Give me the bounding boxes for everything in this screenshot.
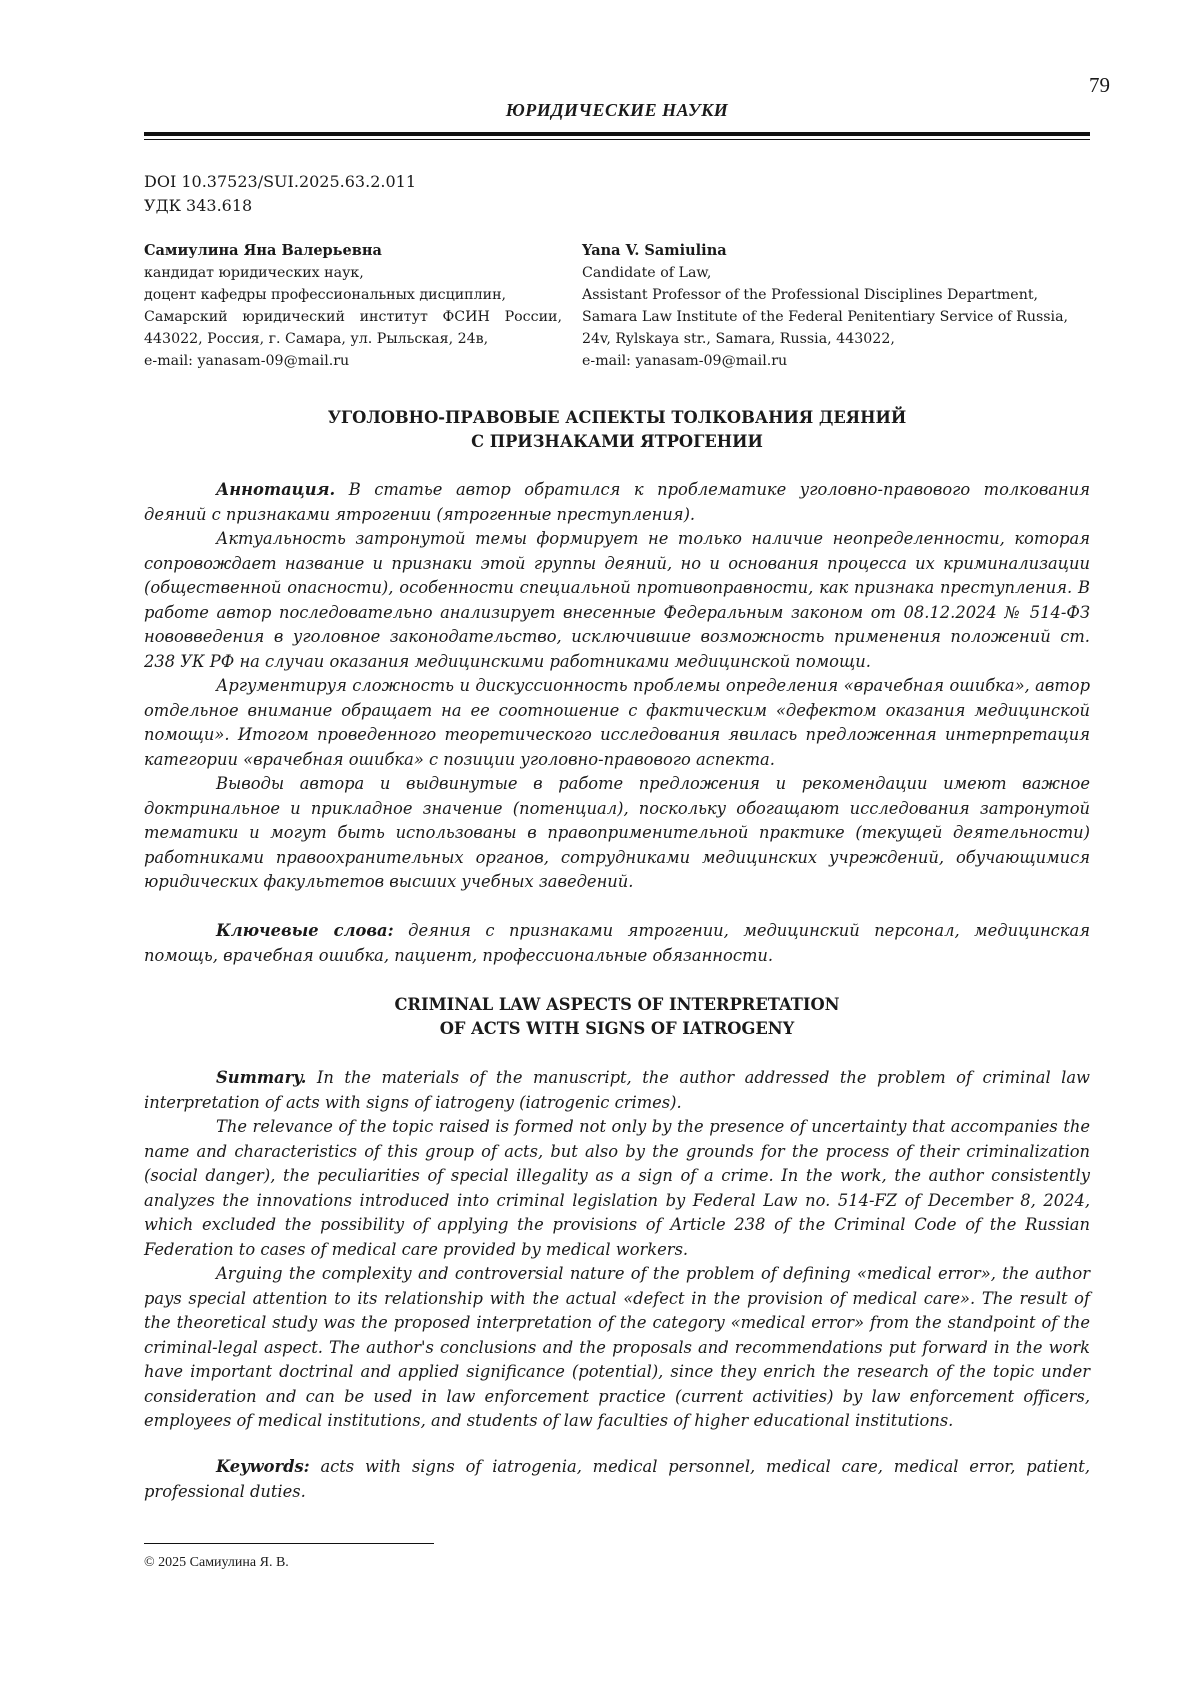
abstract-paragraph: Arguing the complexity and controversial nature of the problem of defining «medical error», the author pays special attention to its relationship with the actual «defect in the provision of medical care». The result of the theoretical study was the proposed interpretation of the category «medical error» from the standpoint of the criminal-legal aspect. The author's conclusions and the proposals and recommendations put forward in the work have important doctrinal and applied significance (potential), since they enrich the research of the topic under consideration and can be used in law enforcement practice (current activities) by law enforcement officers, employees of medical institutions, and students of law faculties of higher educational institutions. xyxy=(144,1262,1090,1434)
abstract-label-en: Summary. xyxy=(216,1068,306,1087)
header-rule-thin xyxy=(144,139,1090,140)
abstract-paragraph: Аргументируя сложность и дискуссионность проблемы определения «врачебная ошибка», автор отдельное внимание обращает на ее соотношение с фактическим «дефектом оказания медицинской помощи». Итогом проведенного теоретического исследования явилась предложенная интерпретация категории «врачебная ошибка» с позиции уголовно-правового аспекта. xyxy=(144,674,1090,772)
abstract-en xyxy=(144,1066,1090,1434)
author-name-ru: Самиулина Яна Валерьевна xyxy=(144,240,562,262)
abstract-paragraph xyxy=(144,478,1090,527)
abstract-ru xyxy=(144,478,1090,895)
author-name-en: Yana V. Samiulina xyxy=(582,240,1090,262)
keywords-text-en: acts with signs of iatrogenia, medical personnel, medical care, medical error, patient, professional duties. xyxy=(144,1457,1090,1501)
title-ru-line: С ПРИЗНАКАМИ ЯТРОГЕНИИ xyxy=(144,430,1090,454)
author-position-ru: доцент кафедры профессиональных дисциплин, xyxy=(144,284,562,306)
title-ru-line: УГОЛОВНО-ПРАВОВЫЕ АСПЕКТЫ ТОЛКОВАНИЯ ДЕЯНИЙ xyxy=(144,406,1090,430)
keywords-en xyxy=(144,1455,1090,1504)
keywords-paragraph xyxy=(144,1455,1090,1504)
doi: DOI 10.37523/SUI.2025.63.2.011 xyxy=(144,170,416,194)
author-address-en: 24v, Rylskaya str., Samara, Russia, 443022, xyxy=(582,328,1090,350)
author-email-en: e-mail: yanasam-09@mail.ru xyxy=(582,350,1090,372)
author-info-en xyxy=(582,240,1090,372)
journal-section-header: ЮРИДИЧЕСКИЕ НАУКИ xyxy=(144,100,1090,121)
article-identifiers xyxy=(144,170,416,218)
author-email-ru: e-mail: yanasam-09@mail.ru xyxy=(144,350,562,372)
keywords-text-ru: деяния с признаками ятрогении, медицинский персонал, медицинская помощь, врачебная ошибка, пациент, профессиональные обязанности. xyxy=(144,921,1090,965)
abstract-paragraph xyxy=(144,1066,1090,1115)
copyright-note: © 2025 Самиулина Я. В. xyxy=(144,1555,289,1571)
abstract-paragraph: Выводы автора и выдвинутые в работе предложения и рекомендации имеют важное доктринальное и прикладное значение (потенциал), поскольку обогащают исследования затронутой тематики и могут быть использованы в правоприменительной практике (текущей деятельности) работниками правоохранительных органов, сотрудниками медицинских учреждений, обучающимися юридических факультетов высших учебных заведений. xyxy=(144,772,1090,895)
title-en-line: CRIMINAL LAW ASPECTS OF INTERPRETATION xyxy=(144,993,1090,1017)
author-institution-ru: Самарский юридический институт ФСИН России, xyxy=(144,306,562,328)
article-title-ru xyxy=(144,406,1090,454)
abstract-paragraph: Актуальность затронутой темы формирует не только наличие неопределенности, которая сопровождает название и признаки этой группы деяний, но и основания процесса их криминализации (общественной опасности), особенности специальной противоправности, как признака преступления. В работе автор последовательно анализирует внесенные Федеральным законом от 08.12.2024 № 514-ФЗ нововведения в уголовное законодательство, исключившие возможность применения положений ст. 238 УК РФ на случаи оказания медицинскими работниками медицинской помощи. xyxy=(144,527,1090,674)
page-number: 79 xyxy=(1060,73,1110,98)
abstract-label-ru: Аннотация. xyxy=(216,480,335,499)
author-degree-ru: кандидат юридических наук, xyxy=(144,262,562,284)
author-info-ru xyxy=(144,240,562,372)
author-institution-en: Samara Law Institute of the Federal Penitentiary Service of Russia, xyxy=(582,306,1090,328)
author-degree-en: Candidate of Law, xyxy=(582,262,1090,284)
keywords-ru xyxy=(144,919,1090,968)
abstract-text: In the materials of the manuscript, the author addressed the problem of criminal law interpretation of acts with signs of iatrogeny (iatrogenic crimes). xyxy=(144,1068,1090,1112)
footnote-rule xyxy=(144,1543,434,1544)
author-address-ru: 443022, Россия, г. Самара, ул. Рыльская, 24в, xyxy=(144,328,562,350)
author-position-en: Assistant Professor of the Professional Disciplines Department, xyxy=(582,284,1090,306)
keywords-label-ru: Ключевые слова: xyxy=(216,921,394,940)
article-title-en xyxy=(144,993,1090,1041)
abstract-paragraph: The relevance of the topic raised is formed not only by the presence of uncertainty that accompanies the name and characteristics of this group of acts, but also by the grounds for the process of their criminalization (social danger), the peculiarities of special illegality as a sign of a crime. In the work, the author consistently analyzes the innovations introduced into criminal legislation by Federal Law no. 514-FZ of December 8, 2024, which excluded the possibility of applying the provisions of Article 238 of the Criminal Code of the Russian Federation to cases of medical care provided by medical workers. xyxy=(144,1115,1090,1262)
abstract-text: В статье автор обратился к проблематике уголовно-правового толкования деяний с признаками ятрогении (ятрогенные преступления). xyxy=(144,480,1090,524)
header-rule-thick xyxy=(144,132,1090,136)
title-en-line: OF ACTS WITH SIGNS OF IATROGENY xyxy=(144,1017,1090,1041)
keywords-paragraph xyxy=(144,919,1090,968)
udk: УДК 343.618 xyxy=(144,194,416,218)
keywords-label-en: Keywords: xyxy=(216,1457,310,1476)
author-block xyxy=(144,240,1090,372)
